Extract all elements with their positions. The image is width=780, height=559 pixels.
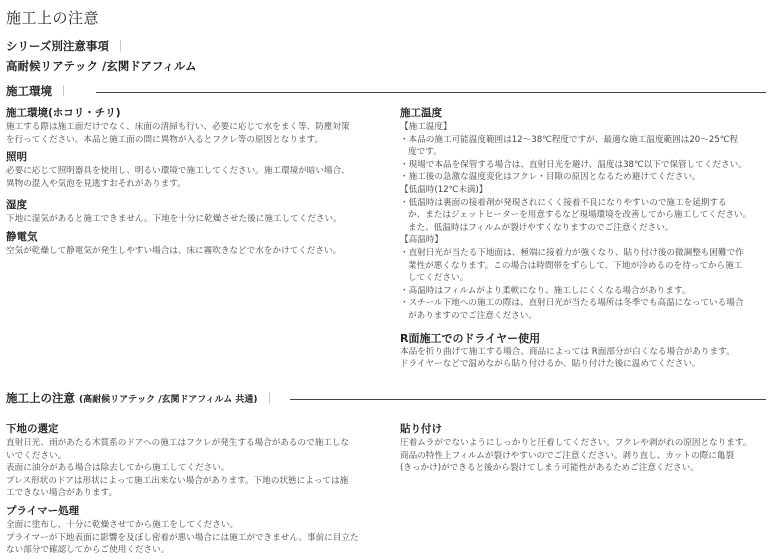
primer-line: プライマーが下地表面に影響を及ぼし密着が悪い場合には施工ができません。事前に目立た — [6, 532, 359, 543]
low-temp-group-label: 【低温時(12℃未満)】 — [400, 184, 488, 195]
primer-title: プライマー処理 — [6, 504, 80, 517]
high-temp-bullet: ・高温時はフィルムがより柔軟になり、施工しにくくなる場合があります。 — [400, 285, 691, 296]
substrate-line: 工できない場合があります。 — [6, 488, 118, 499]
high-temp-bullet: ・直射日光が当たる下地面は、極端に接着力が強くなり、貼り付け後の微調整も困難で作 業性が悪くなります。この場合は時間帯をずらして、下地が冷めるのを待ってから施工 してください。 — [400, 247, 744, 284]
temp-bullet: ・本品の施工可能温度範囲は12～38℃程度ですが、最適な施工温度範囲は20～25℃程 度です。 — [400, 134, 739, 158]
primer-line: ない部分で確認してからご使用ください。 — [6, 545, 170, 556]
env-left-column — [6, 106, 376, 258]
application-line: 商品の特性上フィルムが裂けやすいのでご注意ください。剥り直し、カットの際に亀裂 — [400, 450, 735, 461]
env-lighting-title: 照明 — [6, 151, 27, 164]
r-surface-line: 本品を折り曲げて施工する場合、商品によっては R面部分が白くなる場合があります。 — [400, 346, 735, 357]
primer-line: 全面に塗布し、十分に乾燥させてから施工をしてください。 — [6, 519, 239, 530]
env-dust-title: 施工環境(ホコリ・チリ) — [6, 107, 121, 119]
application-title: 貼り付け — [400, 423, 442, 435]
caution-section-title: 施工上の注意 — [6, 391, 75, 405]
series-heading — [6, 38, 126, 54]
env-block-humidity — [6, 198, 376, 226]
temp-bullet: ・現場で本品を保管する場合は、直射日光を避け、温度は38℃以下で保管してください。 — [400, 159, 747, 170]
substrate-line: 直射日光、雨があたる木質系のドアへの施工はフクレが発生する場合があるので施工しな — [6, 438, 350, 448]
env-lighting-line: 必要に応じて照明器具を使用し、明るい環境で施工してください。施工環境が暗い場合、 — [6, 166, 350, 177]
env-humidity-title: 湿度 — [6, 199, 27, 212]
substrate-line: 表面に油分がある場合は除去してから施工してください。 — [6, 463, 230, 474]
caution-section-separator: ｜ — [263, 391, 275, 405]
high-temp-group-label: 【高温時】 — [400, 235, 443, 246]
caution-section-rule — [290, 399, 766, 400]
r-surface-title: R面施工でのドライヤー使用 — [400, 331, 541, 345]
substrate-title: 下地の選定 — [6, 423, 59, 435]
low-temp-bullet: ・低温時は裏面の接着剤が発現されにくく接着不良になりやすいので施工を延期する か、またはジェットヒーターを用意するなど現場環境を改善してから施工してください。 また、低温時はフィルムが裂けやすくなりますのでご注意ください。 — [400, 197, 752, 233]
application-line: (きっかけ)ができると後から裂けてしまう可能性があるためご注意ください。 — [400, 463, 699, 474]
r-surface-line: ドライヤーなどで温めながら貼り付けるか、貼り付けた後に温めてください。 — [400, 359, 701, 370]
env-static-line: 空気が乾燥して静電気が発生しやすい場合は、床に霧吹きなどで水をかけてください。 — [6, 245, 342, 256]
substrate-line: プレス形状のドアは形状によって施工出来ない場合があります。下地の状態によっては施 — [6, 475, 349, 486]
caution-block-primer — [6, 504, 376, 557]
env-block-lighting — [6, 150, 376, 190]
caution-right-column — [400, 422, 770, 475]
env-dust-line: を行ってください。本品と施工面の間に異物が入るとフクレ等の原因となります。 — [6, 134, 324, 145]
caution-block-application — [400, 422, 770, 475]
env-humidity-line: 下地に湿気があると施工できません。下地を十分に乾燥させた後に施工してください。 — [6, 214, 342, 225]
series-separator: ｜ — [114, 39, 127, 53]
product-name: 高耐候リアテック /玄関ドアフィルム — [6, 59, 197, 73]
temp-bullet: ・施工後の急激な温度変化はフクレ・目隙の原因となるため避けてください。 — [400, 172, 701, 183]
env-section-rule — [96, 92, 766, 93]
env-section-heading — [6, 83, 70, 99]
env-section-title: 施工環境 — [6, 84, 52, 98]
application-line: 圧着ムラがでないようにしっかりと圧着してください。フクレや剥がれの原因となります。 — [400, 438, 752, 448]
series-label: シリーズ別注意事項 — [6, 39, 109, 53]
caution-section-subtitle: (高耐候リアテック /玄関ドアフィルム 共通) — [79, 395, 258, 405]
page-title: 施工上の注意 — [6, 9, 100, 27]
env-block-dust — [6, 106, 376, 146]
env-section-separator: ｜ — [58, 84, 70, 98]
env-lighting-line: 異物の混入や気泡を見逃すおそれがあります。 — [6, 178, 186, 189]
caution-section-heading — [6, 390, 275, 406]
env-temperature-title: 施工温度 — [400, 107, 442, 119]
substrate-line: いでください。 — [6, 450, 67, 461]
env-block-static — [6, 230, 376, 258]
env-static-title: 静電気 — [6, 230, 38, 243]
env-right-column — [400, 106, 770, 371]
high-temp-bullet: ・スチール下地への施工の際は、直射日光が当たる場所は冬季でも高温になっている場合 がありますのでご注意ください。 — [400, 298, 744, 321]
caution-left-column — [6, 422, 376, 557]
caution-block-substrate — [6, 422, 376, 500]
env-dust-line: 施工する際は施工面だけでなく、床面の清掃も行い、必要に応じて水をまく等、防塵対策 — [6, 122, 350, 132]
temp-group-label: 【施工温度】 — [400, 122, 452, 132]
